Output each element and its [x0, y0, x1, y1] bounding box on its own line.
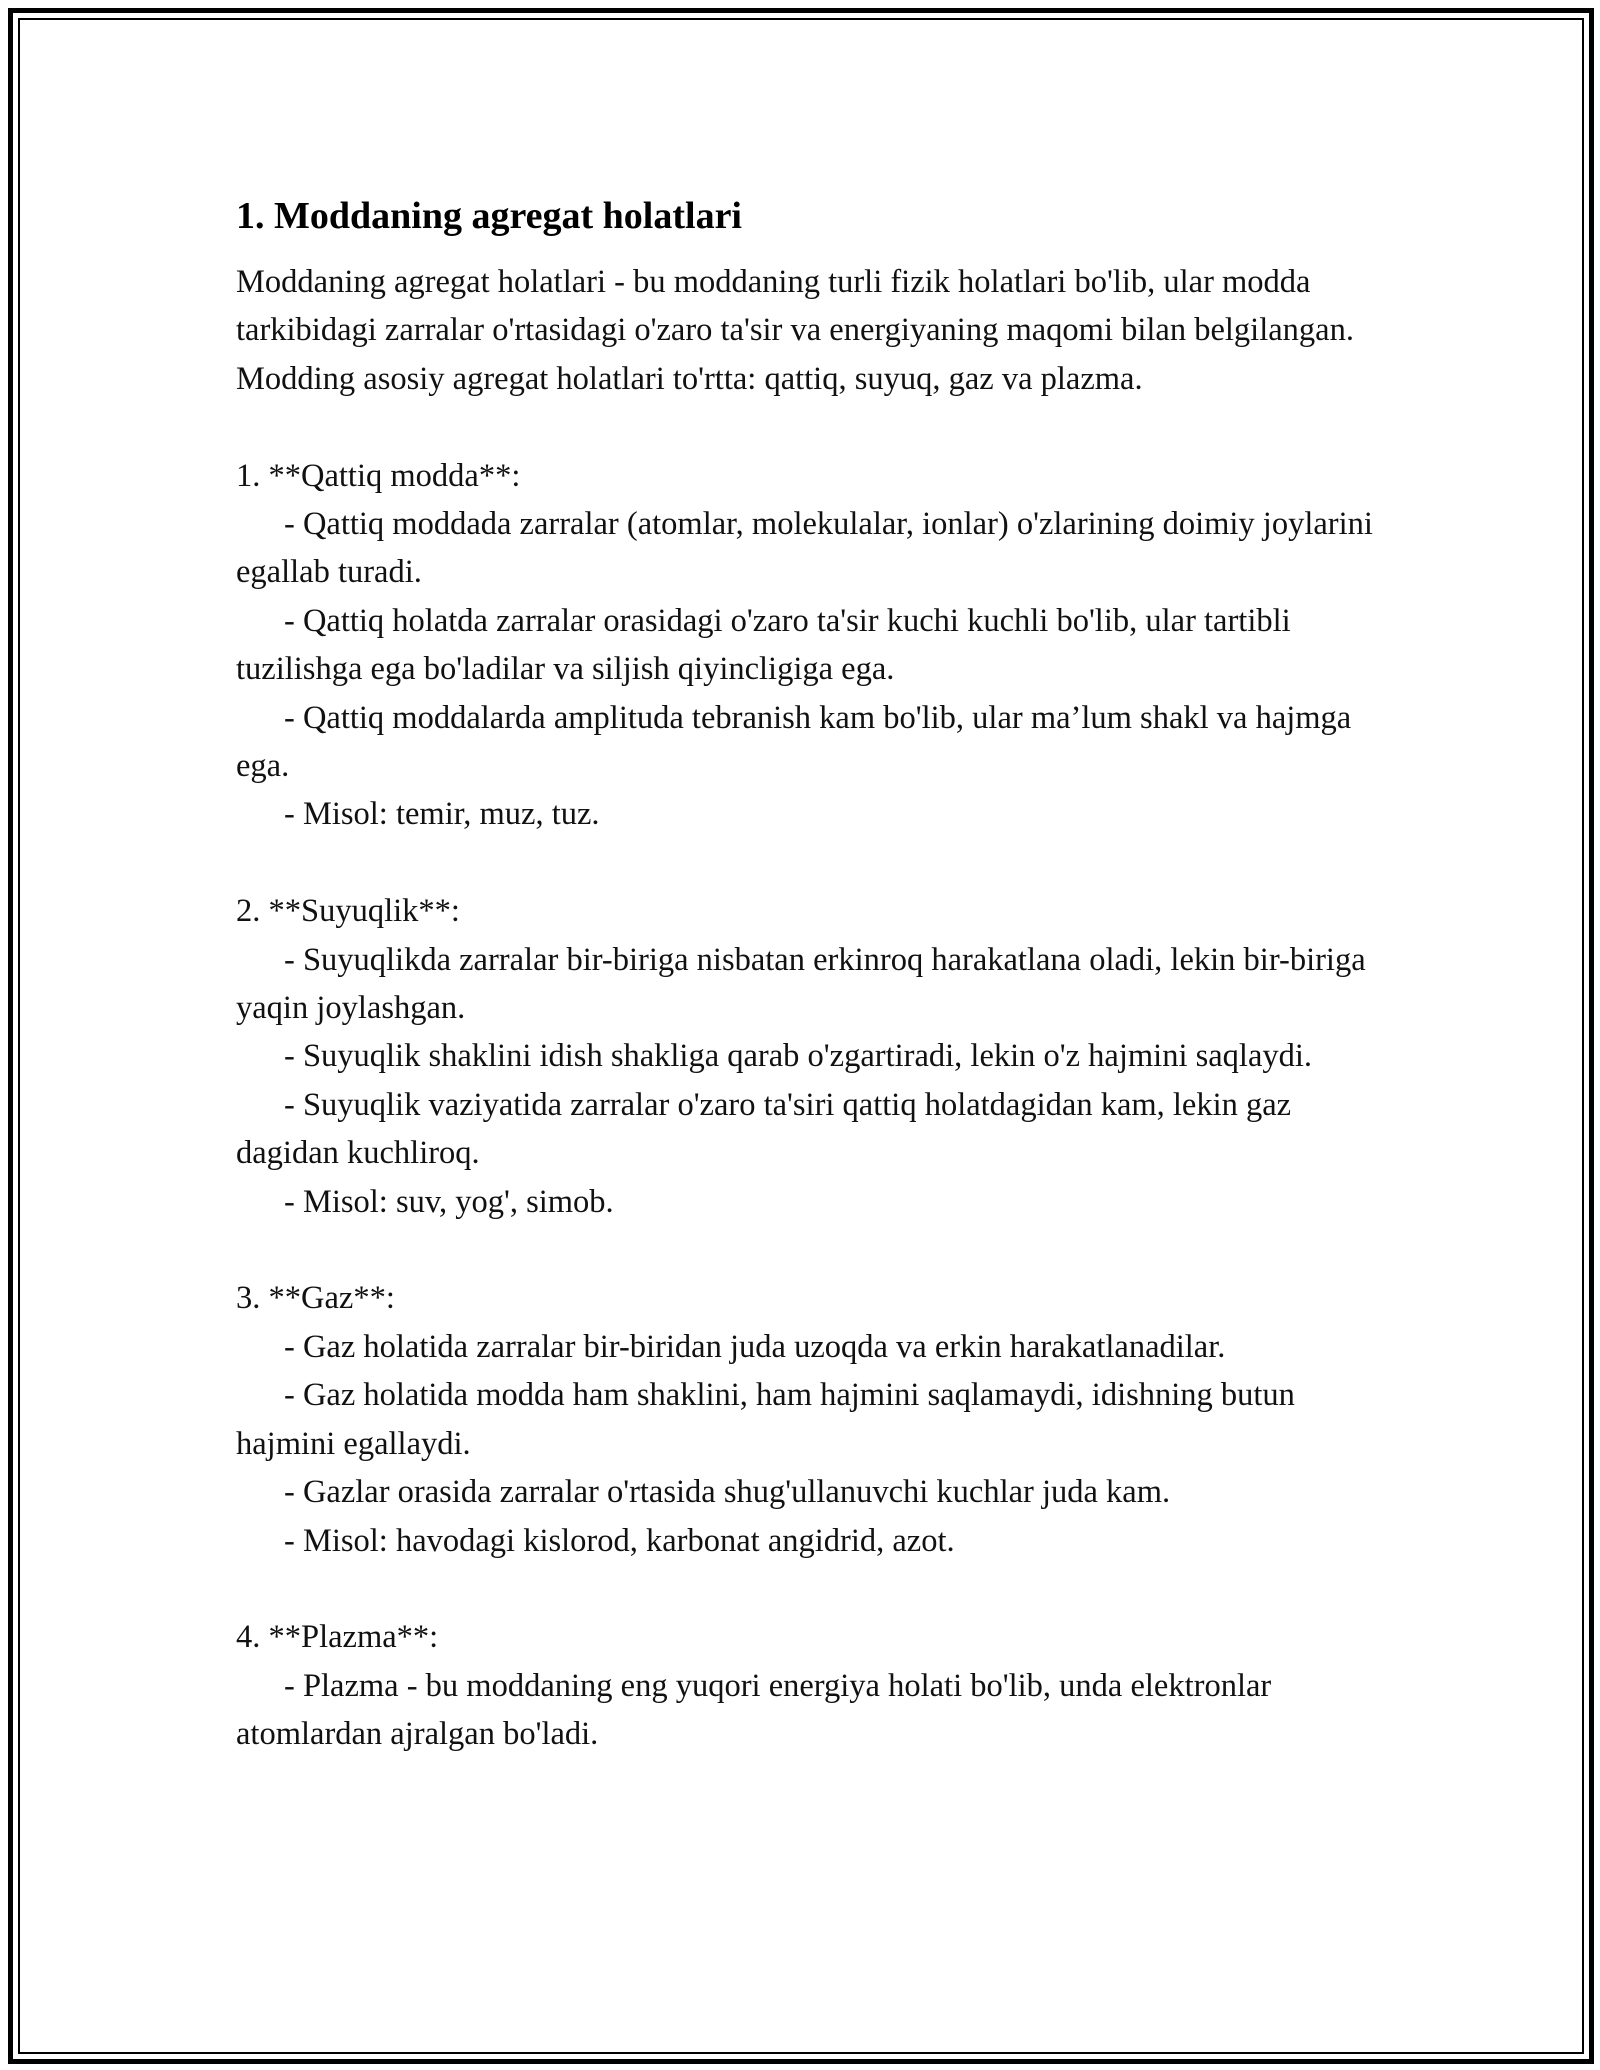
bullet-item: - Plazma - bu moddaning eng yuqori energiya holati bo'lib, unda elektronlar atomlardan ajralgan bo'ladi. — [236, 1667, 1272, 1753]
bullet-item: - Gazlar orasida zarralar o'rtasida shug'ullanuvchi kuchlar juda kam. — [284, 1474, 1171, 1511]
intro-paragraph: Moddaning agregat holatlari - bu moddaning turli fizik holatlari bo'lib, ular modda tarkibidagi zarralar o'rtasidagi o'zaro ta'sir va energiyaning maqomi bilan belgilangan. Modding asosiy agregat holatlari to'rtta: qattiq, suyuq, gaz va plazma. — [236, 264, 1363, 397]
bullet-item: - Suyuqlik vaziyatida zarralar o'zaro ta'siri qattiq holatdagidan kam, lekin gaz dagidan kuchliroq. — [236, 1086, 1292, 1172]
section-title: 1. **Qattiq modda**: — [236, 457, 521, 494]
section-title: 2. **Suyuqlik**: — [236, 893, 460, 930]
spacer — [236, 839, 1386, 887]
bullet-item: - Qattiq moddalarda amplituda tebranish kam bo'lib, ular ma’lum shakl va hajmga ega. — [236, 699, 1352, 785]
bullet-item: - Misol: suv, yog', simob. — [284, 1183, 614, 1220]
bullet-item: - Gaz holatida zarralar bir-biridan juda uzoqda va erkin harakatlanadilar. — [284, 1328, 1226, 1365]
bullet-item: - Qattiq moddada zarralar (atomlar, molekulalar, ionlar) o'zlarining doimiy joylarini egallab turadi. — [236, 506, 1373, 591]
spacer — [236, 1565, 1386, 1613]
section-suyuqlik — [236, 887, 1386, 1226]
section-title: 4. **Plazma**: — [236, 1619, 439, 1656]
bullet-item: - Misol: temir, muz, tuz. — [284, 796, 600, 833]
bullet-item: - Suyuqlik shaklini idish shakliga qarab o'zgartiradi, lekin o'z hajmini saqlaydi. — [284, 1038, 1313, 1075]
section-gaz — [236, 1274, 1386, 1564]
bullet-item: - Gaz holatida modda ham shaklini, ham hajmini saqlamaydi, idishning butun hajmini egallaydi. — [236, 1377, 1295, 1462]
section-title: 3. **Gaz**: — [236, 1280, 395, 1317]
bullet-item: - Misol: havodagi kislorod, karbonat angidrid, azot. — [284, 1522, 955, 1559]
spacer — [236, 403, 1386, 451]
section-qattiq — [236, 452, 1386, 839]
bullet-item: - Qattiq holatda zarralar orasidagi o'zaro ta'sir kuchi kuchli bo'lib, ular tartibli tuzilishga ega bo'ladilar va siljish qiyincligiga ega. — [236, 602, 1291, 688]
spacer — [236, 1226, 1386, 1274]
bullet-item: - Suyuqlikda zarralar bir-biriga nisbatan erkinroq harakatlana oladi, lekin bir-biriga yaqin joylashgan. — [236, 941, 1366, 1027]
page-title: 1. Moddaning agregat holatlari — [236, 195, 742, 237]
document-body — [236, 188, 1386, 1759]
section-plazma — [236, 1613, 1386, 1758]
